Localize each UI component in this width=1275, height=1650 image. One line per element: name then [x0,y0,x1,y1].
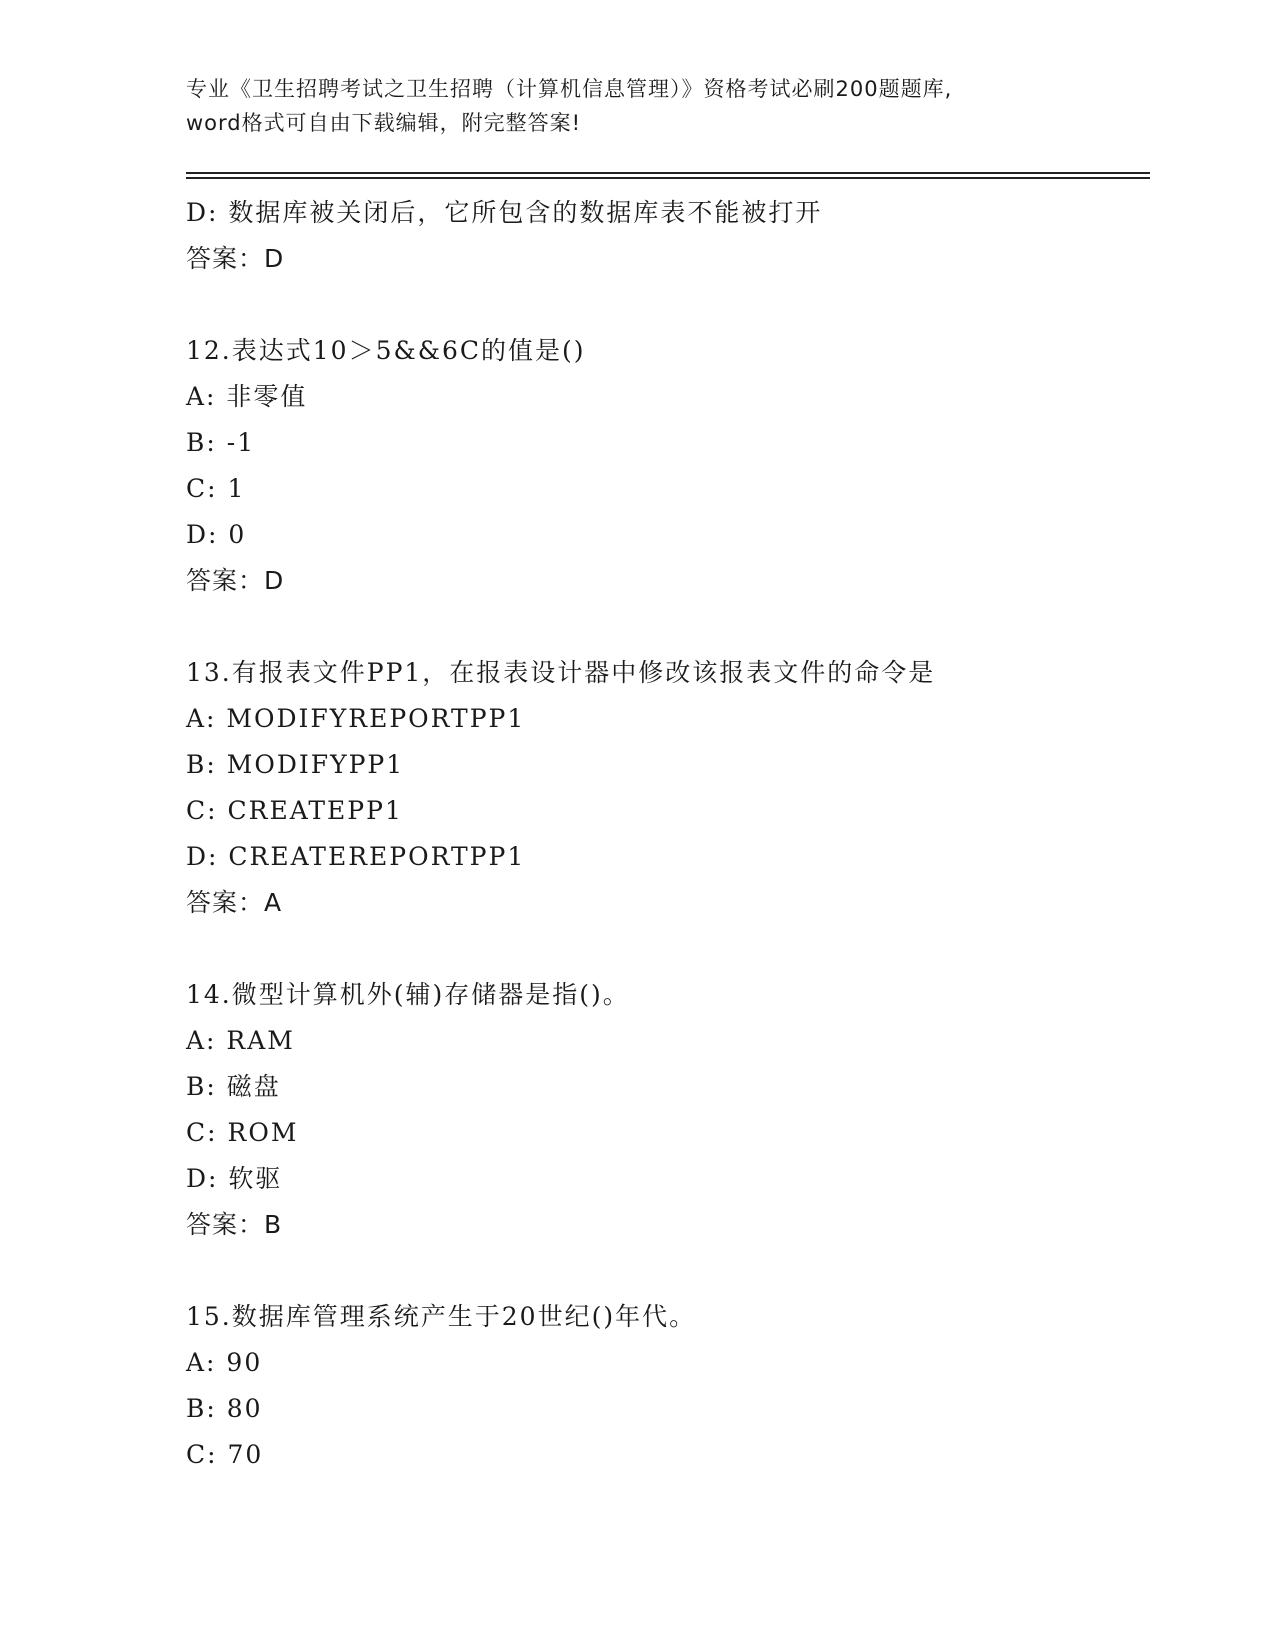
question-stem: 13.有报表文件PP1，在报表设计器中修改该报表文件的命令是 [186,658,936,687]
option-a: A: 非零值 [186,382,308,411]
answer: 答案：D [186,244,285,273]
option-b: B: MODIFYPP1 [186,750,405,779]
document-header [186,72,1086,140]
question-list [186,190,1150,1478]
option-d: D: 数据库被关闭后，它所包含的数据库表不能被打开 [186,198,823,227]
header-divider-top [186,172,1150,174]
answer: 答案：D [186,566,285,595]
option-c: C: CREATEPP1 [186,796,403,825]
answer: 答案：B [186,1210,283,1239]
option-b: B: -1 [186,428,256,457]
previous-question-fragment [186,190,1150,282]
question-15 [186,1294,1150,1478]
option-b: B: 80 [186,1394,263,1423]
option-c: C: 70 [186,1440,264,1469]
option-d: D: CREATEREPORTPP1 [186,842,526,871]
option-c: C: 1 [186,474,246,503]
header-subtitle-line: word格式可自由下载编辑，附完整答案! [186,111,582,135]
question-stem: 15.数据库管理系统产生于20世纪()年代。 [186,1302,697,1331]
option-d: D: 0 [186,520,247,549]
answer: 答案：A [186,888,283,917]
question-stem: 12.表达式10＞5&&6C的值是() [186,336,586,365]
question-12 [186,328,1150,604]
header-divider-bottom [186,177,1150,179]
option-d: D: 软驱 [186,1164,283,1193]
question-13 [186,650,1150,926]
question-stem: 14.微型计算机外(辅)存储器是指()。 [186,980,630,1009]
option-a: A: MODIFYREPORTPP1 [186,704,526,733]
question-14 [186,972,1150,1248]
option-c: C: ROM [186,1118,299,1147]
header-title-line: 专业《卫生招聘考试之卫生招聘（计算机信息管理）》资格考试必刷200题题库, [186,77,953,101]
option-b: B: 磁盘 [186,1072,281,1101]
option-a: A: RAM [186,1026,295,1055]
option-a: A: 90 [186,1348,263,1377]
